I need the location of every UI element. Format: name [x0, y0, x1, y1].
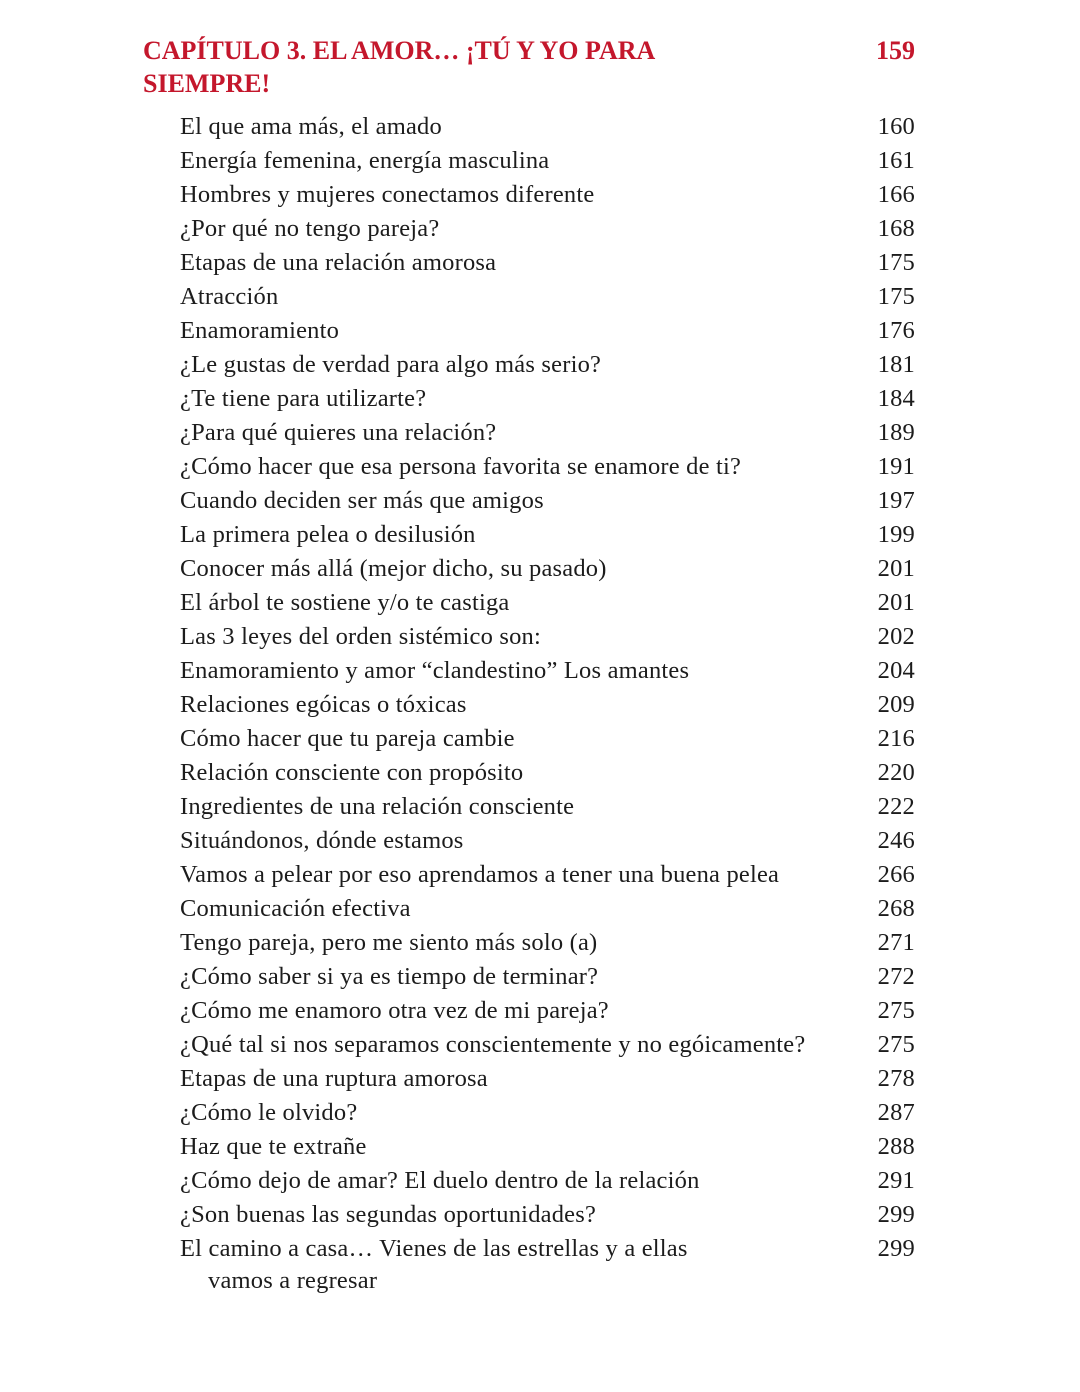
toc-entry-title: ¿Son buenas las segundas oportunidades?	[180, 1201, 597, 1228]
chapter-title: CAPÍTULO 3. EL AMOR… ¡TÚ Y YO PARA SIEMPRE!	[143, 36, 654, 98]
toc-entry-page-number: 191	[877, 453, 915, 480]
toc-entry	[180, 586, 915, 620]
toc-entry-page-number: 299	[877, 1201, 915, 1228]
toc-entry-title: La primera pelea o desilusión	[180, 521, 476, 548]
toc-entry-page-number: 220	[877, 759, 915, 786]
toc-entry-title: ¿Por qué no tengo pareja?	[180, 215, 440, 242]
toc-entry-page-number: 246	[877, 827, 915, 854]
toc-entry-title: Las 3 leyes del orden sistémico son:	[180, 623, 542, 650]
toc-entry	[180, 620, 915, 654]
toc-entry-title: ¿Qué tal si nos separamos conscientemente y no egóicamente?	[180, 1031, 806, 1058]
toc-entry-title: Energía femenina, energía masculina	[180, 147, 550, 174]
toc-entry	[180, 144, 915, 178]
toc-entry-title: ¿Cómo le olvido?	[180, 1099, 358, 1126]
toc-entry	[180, 960, 915, 994]
toc-entry	[180, 1164, 915, 1198]
toc-entry-title: ¿Para qué quieres una relación?	[180, 419, 497, 446]
toc-entry-page-number: 288	[877, 1133, 915, 1160]
toc-entry-title: Conocer más allá (mejor dicho, su pasado)	[180, 555, 607, 582]
toc-entry	[180, 382, 915, 416]
toc-entry	[180, 1232, 915, 1300]
toc-entry-page-number: 272	[877, 963, 915, 990]
toc-entry-title: Haz que te extrañe	[180, 1133, 367, 1160]
toc-entry-page-number: 160	[877, 113, 915, 140]
toc-entry	[180, 348, 915, 382]
toc-entry	[180, 552, 915, 586]
toc-entry	[180, 722, 915, 756]
toc-entry-title: Tengo pareja, pero me siento más solo (a)	[180, 929, 598, 956]
toc-entry-page-number: 166	[877, 181, 915, 208]
toc-entry-page-number: 268	[877, 895, 915, 922]
toc-entry-page-number: 287	[877, 1099, 915, 1126]
toc-entry-page-number: 275	[877, 997, 915, 1024]
toc-entry	[180, 654, 915, 688]
toc-entry-title: Enamoramiento y amor “clandestino” Los amantes	[180, 657, 690, 684]
toc-entry-page-number: 201	[877, 555, 915, 582]
toc-entry-title: Ingredientes de una relación consciente	[180, 793, 575, 820]
toc-entry	[180, 892, 915, 926]
toc-entry-title: Hombres y mujeres conectamos diferente	[180, 181, 595, 208]
toc-entry-title: Cuando deciden ser más que amigos	[180, 487, 544, 514]
toc-entry-page-number: 197	[877, 487, 915, 514]
toc-entry-page-number: 184	[877, 385, 915, 412]
toc-entry-page-number: 299	[877, 1235, 915, 1262]
toc-entry-page-number: 275	[877, 1031, 915, 1058]
toc-entry	[180, 518, 915, 552]
toc-entry	[180, 858, 915, 892]
toc-entry-title: Relación consciente con propósito	[180, 759, 524, 786]
toc-entry	[180, 280, 915, 314]
toc-entry-page-number: 222	[877, 793, 915, 820]
toc-entry	[180, 450, 915, 484]
toc-entry-title: ¿Le gustas de verdad para algo más serio?	[180, 351, 602, 378]
toc-entry-page-number: 278	[877, 1065, 915, 1092]
toc-entry	[180, 1198, 915, 1232]
toc-entry-page-number: 209	[877, 691, 915, 718]
toc-entry-title: Etapas de una relación amorosa	[180, 249, 497, 276]
toc-entry-page-number: 181	[877, 351, 915, 378]
toc-entry	[180, 212, 915, 246]
toc-entry-title: Vamos a pelear por eso aprendamos a tener una buena pelea	[180, 861, 780, 888]
toc-entry	[180, 790, 915, 824]
toc-list	[180, 110, 915, 1300]
toc-entry-title: El árbol te sostiene y/o te castiga	[180, 589, 510, 616]
toc-entry-page-number: 176	[877, 317, 915, 344]
toc-entry	[180, 926, 915, 960]
toc-entry-title: Enamoramiento	[180, 317, 340, 344]
toc-entry-page-number: 175	[877, 249, 915, 276]
toc-entry	[180, 824, 915, 858]
toc-entry-title: ¿Te tiene para utilizarte?	[180, 385, 427, 412]
toc-entry	[180, 1096, 915, 1130]
chapter-page-number: 159	[876, 36, 915, 65]
toc-entry-title: ¿Cómo hacer que esa persona favorita se enamore de ti?	[180, 453, 742, 480]
toc-entry-title: Etapas de una ruptura amorosa	[180, 1065, 488, 1092]
toc-entry-title-continuation: vamos a regresar	[208, 1267, 378, 1294]
toc-entry	[180, 1130, 915, 1164]
toc-entry-title: Atracción	[180, 283, 279, 310]
toc-entry-title: ¿Cómo saber si ya es tiempo de terminar?	[180, 963, 599, 990]
toc-entry-page-number: 204	[877, 657, 915, 684]
toc-entry-title: El que ama más, el amado	[180, 113, 442, 140]
toc-entry-title: ¿Cómo dejo de amar? El duelo dentro de la relación	[180, 1167, 700, 1194]
toc-entry-page-number: 201	[877, 589, 915, 616]
toc-entry-title: El camino a casa… Vienes de las estrellas y a ellas	[180, 1235, 688, 1262]
toc-entry-page-number: 189	[877, 419, 915, 446]
toc-entry-title: Comunicación efectiva	[180, 895, 411, 922]
toc-entry-title: Situándonos, dónde estamos	[180, 827, 464, 854]
toc-entry-page-number: 199	[877, 521, 915, 548]
toc-entry-title: Relaciones egóicas o tóxicas	[180, 691, 467, 718]
toc-entry-page-number: 266	[877, 861, 915, 888]
toc-entry	[180, 484, 915, 518]
toc-entry-page-number: 271	[877, 929, 915, 956]
toc-entry	[180, 1028, 915, 1062]
toc-entry-page-number: 202	[877, 623, 915, 650]
toc-entry-page-number: 168	[877, 215, 915, 242]
toc-entry	[180, 178, 915, 212]
toc-entry	[180, 756, 915, 790]
toc-entry	[180, 1062, 915, 1096]
toc-entry	[180, 688, 915, 722]
toc-entry-page-number: 216	[877, 725, 915, 752]
toc-entry-title: ¿Cómo me enamoro otra vez de mi pareja?	[180, 997, 609, 1024]
toc-entry	[180, 416, 915, 450]
toc-entry	[180, 246, 915, 280]
toc-entry	[180, 110, 915, 144]
toc-entry	[180, 994, 915, 1028]
toc-entry-page-number: 291	[877, 1167, 915, 1194]
toc-entry	[180, 314, 915, 348]
toc-entry-title: Cómo hacer que tu pareja cambie	[180, 725, 515, 752]
toc-entry-page-number: 175	[877, 283, 915, 310]
toc-entry-page-number: 161	[877, 147, 915, 174]
